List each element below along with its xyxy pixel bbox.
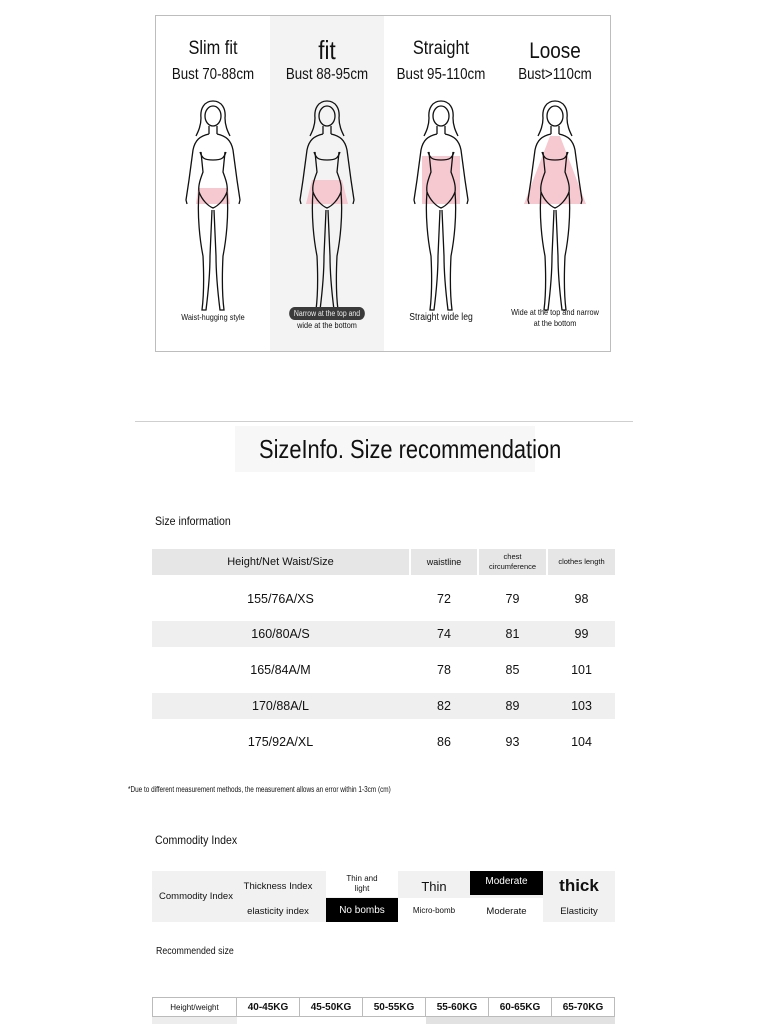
- commodity-index-label: Commodity Index: [155, 833, 238, 847]
- fit-caption: Straight wide leg: [409, 312, 473, 323]
- fit-types-panel: [155, 15, 611, 352]
- fit-caption-line1: Wide at the top and narrow: [511, 307, 599, 317]
- cell-size: 160/80A/S: [251, 627, 310, 641]
- fit-caption: Waist-hugging style: [181, 312, 245, 322]
- cell-length: 101: [571, 663, 592, 677]
- fit-caption-pill: Narrow at the top and: [289, 307, 365, 320]
- table-row: [152, 729, 615, 755]
- size-table: [152, 549, 615, 749]
- ci-moderate: Moderate: [486, 906, 527, 917]
- header-chest: chest circumference: [479, 549, 546, 575]
- wt-row-partial-shaded: [426, 1017, 615, 1024]
- cell-waist: 74: [437, 627, 451, 641]
- ci-moderate-selected: Moderate: [470, 871, 543, 895]
- ci-thickness-label: Thickness Index: [243, 881, 313, 892]
- size-table-header: [152, 549, 615, 575]
- wt-header-weight: 50-55KG: [363, 997, 426, 1017]
- cell-size: 155/76A/XS: [247, 592, 314, 606]
- ci-no-bombs-selected: No bombs: [326, 898, 398, 922]
- wt-header-weight: 55-60KG: [426, 997, 489, 1017]
- table-row: [152, 693, 615, 719]
- header-length: clothes length: [548, 549, 615, 575]
- fit-name: Loose: [529, 38, 581, 63]
- fit-column-straight: [384, 16, 498, 351]
- measurement-footnote: *Due to different measurement methods, the measurement allows an error within 1-3cm (cm): [128, 785, 391, 794]
- cell-chest: 85: [505, 663, 520, 677]
- cell-length: 99: [574, 627, 589, 641]
- fit-caption: [278, 307, 376, 331]
- cell-waist: 72: [437, 592, 451, 606]
- body-figure-loose: [510, 96, 600, 316]
- cell-waist: 82: [437, 699, 451, 713]
- ci-thick: thick: [559, 876, 599, 895]
- recommended-size-label: Recommended size: [156, 946, 234, 957]
- cell-size: 165/84A/M: [250, 663, 311, 677]
- cell-size: 170/88A/L: [252, 699, 309, 713]
- ci-row-label: Commodity Index: [159, 891, 233, 902]
- fit-caption: [506, 307, 604, 329]
- body-figure-fit: [282, 96, 372, 316]
- fit-caption-line2: at the bottom: [533, 318, 577, 328]
- body-figure-slim: [168, 96, 258, 316]
- cell-length: 104: [571, 735, 592, 749]
- fit-column-fit: [270, 16, 384, 351]
- ci-elasticity: Elasticity: [560, 906, 598, 917]
- fit-bust: Bust>110cm: [518, 66, 592, 83]
- fit-column-slim: [156, 16, 270, 351]
- size-info-label: Size information: [155, 514, 231, 528]
- fit-caption-line2: wide at the bottom: [297, 320, 357, 330]
- fit-name: fit: [318, 35, 336, 65]
- body-figure-straight: [396, 96, 486, 316]
- fit-bust: Bust 95-110cm: [396, 66, 486, 83]
- size-heading-title: SizeInfo. Size recommendation: [259, 434, 562, 464]
- recommended-size-table: [152, 997, 615, 1024]
- wt-header-weight: 40-45KG: [237, 997, 300, 1017]
- wt-header-weight: 65-70KG: [552, 997, 615, 1017]
- ci-elasticity-label: elasticity index: [247, 906, 309, 917]
- ci-thin: Thin: [421, 879, 447, 894]
- wt-row-partial: [152, 1017, 237, 1024]
- cell-chest: 81: [505, 627, 520, 641]
- cell-chest: 79: [505, 592, 520, 606]
- fit-name: Straight: [412, 38, 470, 59]
- fit-bust: Bust 88-95cm: [285, 66, 369, 83]
- table-row: [152, 657, 615, 683]
- cell-length: 103: [571, 699, 592, 713]
- wt-header-weight: 45-50KG: [300, 997, 363, 1017]
- header-waistline: waistline: [411, 549, 477, 575]
- fit-column-loose: [498, 16, 612, 351]
- table-row: [152, 621, 615, 647]
- cell-length: 98: [574, 592, 589, 606]
- cell-waist: 78: [437, 663, 451, 677]
- commodity-index-box: [152, 871, 615, 922]
- cell-size: 175/92A/XL: [247, 735, 314, 749]
- ci-micro-bomb: Micro-bomb: [412, 906, 456, 915]
- cell-chest: 89: [505, 699, 520, 713]
- fit-name: Slim fit: [188, 38, 238, 59]
- table-row: [152, 586, 615, 612]
- header-height-waist-size: Height/Net Waist/Size: [152, 549, 409, 575]
- wt-header-weight: 60-65KG: [489, 997, 552, 1017]
- wt-header-height-weight: Height/weight: [152, 997, 237, 1017]
- ci-thin-light: Thin and light: [346, 874, 378, 893]
- section-divider: [135, 421, 633, 422]
- cell-waist: 86: [437, 735, 451, 749]
- fit-bust: Bust 70-88cm: [171, 66, 255, 83]
- cell-chest: 93: [505, 735, 520, 749]
- size-heading-banner: [235, 426, 562, 472]
